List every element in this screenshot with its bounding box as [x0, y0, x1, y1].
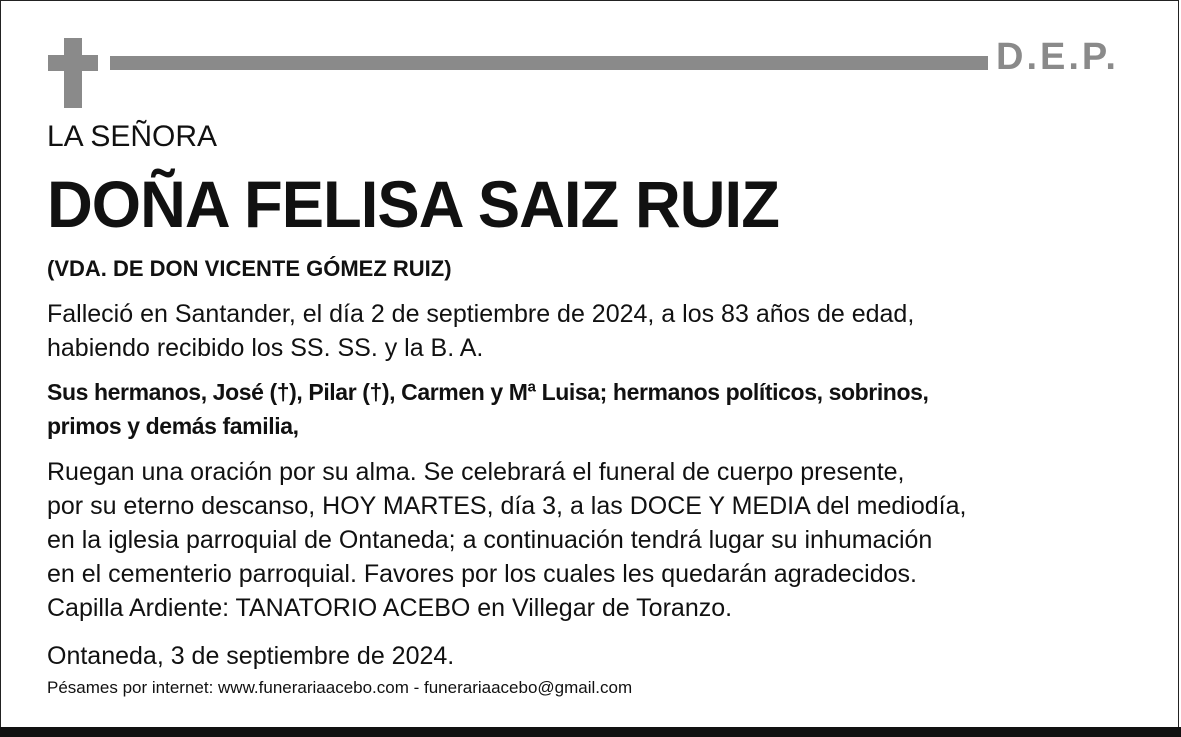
cross-icon: [48, 38, 98, 108]
header-rule: [110, 56, 988, 70]
text-line: por su eterno descanso, HOY MARTES, día 3, a las DOCE Y MEDIA del mediodía,: [47, 492, 967, 520]
text-line: en la iglesia parroquial de Ontaneda; a continuación tendrá lugar su inhumación: [47, 526, 933, 554]
deceased-name: DOÑA FELISA SAIZ RUIZ: [47, 167, 779, 241]
funeral-paragraph: [47, 455, 1157, 625]
text-line: en el cementerio parroquial. Favores por los cuales les quedarán agradecidos.: [47, 560, 917, 588]
death-paragraph: [47, 297, 1157, 365]
text-line: Ruegan una oración por su alma. Se celebrará el funeral de cuerpo presente,: [47, 458, 905, 486]
text-line: Falleció en Santander, el día 2 de septiembre de 2024, a los 83 años de edad,: [47, 300, 915, 328]
widow-of: (VDA. DE DON VICENTE GÓMEZ RUIZ): [47, 256, 452, 281]
text-line: habiendo recibido los SS. SS. y la B. A.: [47, 334, 484, 362]
contact-line: Pésames por internet: www.funerariaacebo.com - funerariaacebo@gmail.com: [47, 678, 633, 697]
place-date: Ontaneda, 3 de septiembre de 2024.: [47, 642, 455, 670]
text-line: Sus hermanos, José (†), Pilar (†), Carmen y Mª Luisa; hermanos políticos, sobrinos,: [47, 379, 929, 405]
dep-label: D.E.P.: [996, 36, 1119, 78]
text-line: primos y demás familia,: [47, 413, 299, 439]
family-paragraph: [47, 375, 1157, 443]
honorific: LA SEÑORA: [47, 120, 218, 153]
text-line: Capilla Ardiente: TANATORIO ACEBO en Villegar de Toranzo.: [47, 594, 733, 622]
bottom-border: [0, 727, 1181, 737]
